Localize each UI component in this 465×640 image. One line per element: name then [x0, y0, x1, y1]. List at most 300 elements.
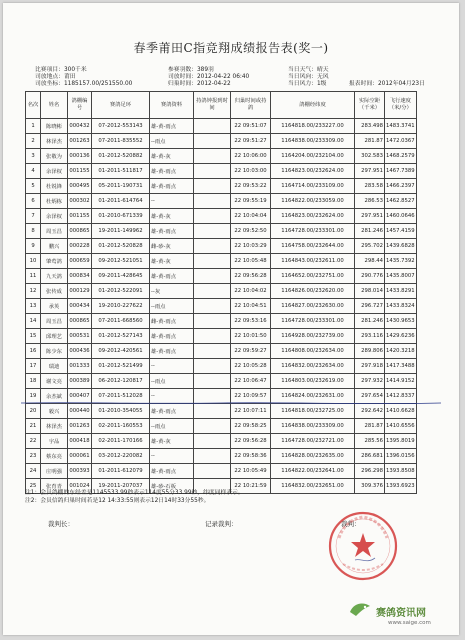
table-cell: 297.951: [355, 209, 385, 224]
table-cell: [194, 374, 231, 389]
table-cell: 1435.8007: [385, 269, 417, 284]
table-cell: 雄-黄-雨点: [150, 464, 194, 479]
table-cell: 001263: [68, 134, 92, 149]
table-cell: 5: [26, 179, 41, 194]
table-cell: 1164803.00/232619.00: [271, 374, 355, 389]
meta-weather: 当日天气：晴天: [288, 67, 329, 73]
table-cell: 000834: [68, 269, 92, 284]
table-cell: 000389: [68, 374, 92, 389]
table-cell: 雄-黄-雨点: [150, 344, 194, 359]
table-cell: --雨点: [150, 419, 194, 434]
table-cell: 302.583: [355, 149, 385, 164]
table-cell: --: [150, 359, 194, 374]
meta-wind: 当日风向：无风: [288, 74, 329, 80]
table-cell: 297.951: [355, 164, 385, 179]
table-cell: 1430.9653: [385, 314, 417, 329]
table-cell: [194, 299, 231, 314]
table-cell: 1435.7392: [385, 254, 417, 269]
table-cell: 1164827.00/232630.00: [271, 299, 355, 314]
table-cell: 张传成: [41, 284, 68, 299]
table-cell: 01-2010-354055: [92, 404, 150, 419]
table-cell: 17: [26, 359, 41, 374]
table-row: [26, 179, 417, 194]
table-row: [26, 269, 417, 284]
table-cell: [194, 119, 231, 134]
table-cell: 19-2011-149962: [92, 224, 150, 239]
table-cell: 1164832.00/232634.00: [271, 359, 355, 374]
table-cell: 03-2012-220082: [92, 449, 150, 464]
table-cell: 肇莺鸽: [41, 254, 68, 269]
meta-wind-force: 当日风力：1级: [288, 81, 327, 87]
table-cell: 01-2011-612079: [92, 464, 150, 479]
col-header: 赛鸽足环: [92, 92, 150, 119]
table-cell: 杜炳栋: [41, 194, 68, 209]
table-cell: 001024: [68, 479, 92, 494]
table-cell: 07-2011-668560: [92, 314, 150, 329]
table-cell: 1164826.00/232620.00: [271, 284, 355, 299]
table-row: [26, 329, 417, 344]
table-cell: 05-2011-190731: [92, 179, 150, 194]
table-cell: 毅兴: [41, 404, 68, 419]
table-cell: 289.806: [355, 344, 385, 359]
table-cell: 22 10:04:51: [231, 299, 271, 314]
table-row: [26, 419, 417, 434]
table-cell: 谢文亮: [41, 374, 68, 389]
table-cell: 22 10:03:00: [231, 164, 271, 179]
table-cell: 2: [26, 134, 41, 149]
table-cell: 22 09:52:50: [231, 224, 271, 239]
table-cell: 1164818.00/233227.00: [271, 119, 355, 134]
table-cell: [194, 464, 231, 479]
table-cell: 4: [26, 164, 41, 179]
table-cell: 1164728.00/233301.00: [271, 314, 355, 329]
meta-entries: 参赛羽数：389羽: [168, 67, 214, 73]
table-cell: 281.87: [355, 419, 385, 434]
table-cell: 1417.3488: [385, 359, 417, 374]
table-cell: 雄-黄-雨点: [150, 224, 194, 239]
table-cell: 1164822.00/233059.00: [271, 194, 355, 209]
table-cell: [194, 434, 231, 449]
table-cell: 1467.7389: [385, 164, 417, 179]
table-row: [26, 194, 417, 209]
col-header: 赛鸽资料: [150, 92, 194, 119]
table-cell: 1396.0156: [385, 449, 417, 464]
table-cell: 283.58: [355, 179, 385, 194]
table-cell: [194, 194, 231, 209]
table-cell: --灰: [150, 284, 194, 299]
table-cell: 1483.3741: [385, 119, 417, 134]
table-cell: 292.642: [355, 404, 385, 419]
table-cell: 1164728.00/233301.00: [271, 224, 355, 239]
col-header: 名次: [26, 92, 41, 119]
handwritten-pen-line: [21, 401, 441, 406]
table-cell: 000865: [68, 224, 92, 239]
table-cell: 293.116: [355, 329, 385, 344]
table-cell: 000434: [68, 299, 92, 314]
table-cell: 309.376: [355, 479, 385, 494]
site-watermark: [348, 600, 460, 634]
table-cell: [194, 164, 231, 179]
col-header: 归巢时间或持鸽: [231, 92, 271, 119]
table-cell: 1164728.00/232721.00: [271, 434, 355, 449]
table-cell: --雨点: [150, 299, 194, 314]
table-cell: 001333: [68, 359, 92, 374]
table-cell: 雄-黄-雨点: [150, 404, 194, 419]
table-cell: 22 10:07:11: [231, 404, 271, 419]
notes-block: [25, 489, 244, 505]
table-cell: [194, 314, 231, 329]
table-cell: 1164832.00/232651.00: [271, 479, 355, 494]
sign-recorder: 记录裁判：: [205, 520, 238, 528]
table-cell: 1164758.00/232644.00: [271, 239, 355, 254]
table-cell: 000418: [68, 434, 92, 449]
table-cell: 陈晓彬: [41, 119, 68, 134]
table-cell: 杜锐锋: [41, 179, 68, 194]
table-cell: 02-2011-160553: [92, 419, 150, 434]
table-cell: 1393.6923: [385, 479, 417, 494]
table-cell: 22 10:05:49: [231, 464, 271, 479]
table-cell: 281.246: [355, 224, 385, 239]
table-cell: 1164824.00/232631.00: [271, 389, 355, 404]
table-cell: 余杰斌: [41, 389, 68, 404]
table-cell: --: [150, 389, 194, 404]
table-cell: 001155: [68, 209, 92, 224]
table-row: [26, 284, 417, 299]
table-cell: 290.776: [355, 269, 385, 284]
table-cell: 雄-砂-石板: [150, 479, 194, 494]
table-cell: 22 10:05:28: [231, 359, 271, 374]
table-cell: 雄-黄-灰: [150, 209, 194, 224]
table-cell: 雌-黄-雨点: [150, 314, 194, 329]
table-cell: 18: [26, 374, 41, 389]
table-cell: 1164828.00/232635.00: [271, 449, 355, 464]
table-cell: 297.654: [355, 389, 385, 404]
table-cell: 22 09:56:28: [231, 269, 271, 284]
table-cell: 6: [26, 194, 41, 209]
table-cell: 3: [26, 149, 41, 164]
table-row: [26, 464, 417, 479]
table-cell: 281.246: [355, 314, 385, 329]
table-cell: 24: [26, 464, 41, 479]
table-cell: 雄-黄-雨点: [150, 329, 194, 344]
table-cell: 1164818.00/232725.00: [271, 404, 355, 419]
table-cell: 鹏兴: [41, 239, 68, 254]
table-cell: 雄-黄-灰: [150, 434, 194, 449]
table-cell: 000393: [68, 464, 92, 479]
table-cell: 余泽权: [41, 209, 68, 224]
table-cell: [194, 329, 231, 344]
table-cell: [194, 269, 231, 284]
table-row: [26, 149, 417, 164]
table-cell: 07-2012-553143: [92, 119, 150, 134]
table-row: [26, 224, 417, 239]
table-row: [26, 449, 417, 464]
table-cell: 000495: [68, 179, 92, 194]
col-header: 飞行速度（米/分）: [385, 92, 417, 119]
table-cell: 11: [26, 269, 41, 284]
meta-coords: 司放坐标：1185157.00/251550.00: [35, 81, 133, 87]
table-cell: [194, 254, 231, 269]
table-cell: 雌-砂-灰: [150, 239, 194, 254]
table-cell: 09-2012-521051: [92, 254, 150, 269]
col-header: 姓名: [41, 92, 68, 119]
table-cell: 000302: [68, 194, 92, 209]
table-cell: 承英: [41, 299, 68, 314]
table-row: [26, 164, 417, 179]
table-cell: 22 10:21:59: [231, 479, 271, 494]
table-cell: 01-2011-511817: [92, 164, 150, 179]
table-cell: 雄-黄-雨点: [150, 119, 194, 134]
table-cell: 1462.8527: [385, 194, 417, 209]
table-cell: 1164823.00/232624.00: [271, 209, 355, 224]
col-header: 实际空距（千米）: [355, 92, 385, 119]
table-cell: 22 09:53:22: [231, 179, 271, 194]
table-cell: [194, 224, 231, 239]
results-body: [26, 119, 417, 494]
table-cell: 张育青: [41, 479, 68, 494]
meta-release-time: 司放时间：2012-04-22 06:40: [168, 74, 250, 80]
table-cell: 20: [26, 404, 41, 419]
table-cell: 01-2012-527143: [92, 329, 150, 344]
note-2: 注2：会员信鸽归巢时间若是12 14:33:55则表示12日14时33分55秒。: [25, 498, 210, 504]
table-cell: 9: [26, 239, 41, 254]
table-cell: 1412.8337: [385, 389, 417, 404]
table-cell: 000407: [68, 389, 92, 404]
table-cell: 22 09:55:19: [231, 194, 271, 209]
table-cell: 1410.6556: [385, 419, 417, 434]
table-cell: 1164204.00/232104.00: [271, 149, 355, 164]
table-cell: 8: [26, 224, 41, 239]
table-cell: 000865: [68, 314, 92, 329]
table-cell: 林泽杰: [41, 419, 68, 434]
table-cell: 22 09:53:16: [231, 314, 271, 329]
table-cell: 22 09:59:27: [231, 344, 271, 359]
table-cell: [194, 149, 231, 164]
table-row: [26, 209, 417, 224]
table-cell: 22 10:03:29: [231, 239, 271, 254]
table-cell: 1439.6828: [385, 239, 417, 254]
table-cell: 000136: [68, 149, 92, 164]
table-cell: 001155: [68, 164, 92, 179]
table-cell: 19-2010-227622: [92, 299, 150, 314]
table-cell: 283.498: [355, 119, 385, 134]
table-row: [26, 239, 417, 254]
table-cell: [194, 209, 231, 224]
table-row: [26, 434, 417, 449]
table-cell: 1466.2397: [385, 179, 417, 194]
table-cell: 22 09:58:36: [231, 449, 271, 464]
table-cell: [194, 359, 231, 374]
watermark-logo-icon: [348, 600, 372, 618]
table-cell: 295.702: [355, 239, 385, 254]
table-cell: [194, 134, 231, 149]
report-sheet: [3, 3, 459, 635]
col-header: 鸽棚经纬度: [271, 92, 355, 119]
table-cell: 22 10:01:50: [231, 329, 271, 344]
table-cell: [194, 419, 231, 434]
table-cell: 雄-黄-雨点: [150, 164, 194, 179]
table-cell: 001263: [68, 419, 92, 434]
table-cell: 庄明强: [41, 464, 68, 479]
table-cell: 1164928.00/232739.00: [271, 329, 355, 344]
table-cell: 000432: [68, 119, 92, 134]
watermark-brand: 赛鸽资讯网: [376, 608, 426, 619]
table-cell: 10: [26, 254, 41, 269]
table-cell: 九天鸽: [41, 269, 68, 284]
official-seal-stamp: [325, 508, 401, 584]
table-cell: 22 09:51:07: [231, 119, 271, 134]
table-cell: 01-2012-520828: [92, 239, 150, 254]
col-header: 鸽棚编号: [68, 92, 92, 119]
table-cell: [194, 344, 231, 359]
table-cell: 000440: [68, 404, 92, 419]
sign-referee: 裁判：: [341, 520, 361, 528]
table-cell: 邱理艺: [41, 329, 68, 344]
table-cell: 09-2011-428645: [92, 269, 150, 284]
table-cell: 286.53: [355, 194, 385, 209]
table-cell: 周玉昌: [41, 224, 68, 239]
table-cell: 06-2012-120817: [92, 374, 150, 389]
table-cell: 1164843.00/232611.00: [271, 254, 355, 269]
table-cell: 瑞迪: [41, 359, 68, 374]
table-row: [26, 344, 417, 359]
table-cell: 22 10:05:48: [231, 254, 271, 269]
table-cell: 25: [26, 479, 41, 494]
table-cell: 1433.8291: [385, 284, 417, 299]
table-cell: 21: [26, 419, 41, 434]
table-cell: 22 09:56:28: [231, 434, 271, 449]
table-cell: 298.44: [355, 254, 385, 269]
table-cell: 1164652.00/232751.00: [271, 269, 355, 284]
table-cell: 1410.6628: [385, 404, 417, 419]
table-cell: 22 10:04:02: [231, 284, 271, 299]
table-cell: 1164808.00/232634.00: [271, 344, 355, 359]
table-cell: 22 10:06:47: [231, 374, 271, 389]
table-cell: 林泽杰: [41, 134, 68, 149]
meta-return-date: 归巢时间：2012-04-22: [168, 81, 231, 87]
table-cell: 22 10:04:04: [231, 209, 271, 224]
table-cell: 285.56: [355, 434, 385, 449]
table-cell: 19-2011-207037: [92, 479, 150, 494]
table-cell: 297.918: [355, 359, 385, 374]
table-header-row: [26, 92, 417, 119]
table-cell: --: [150, 449, 194, 464]
table-cell: 1429.6236: [385, 329, 417, 344]
table-cell: 1164838.00/233309.00: [271, 419, 355, 434]
table-cell: 雄-黄-灰: [150, 254, 194, 269]
table-cell: 296.298: [355, 464, 385, 479]
table-row: [26, 299, 417, 314]
table-cell: 1: [26, 119, 41, 134]
table-cell: 张敬为: [41, 149, 68, 164]
table-cell: --雨点: [150, 374, 194, 389]
table-row: [26, 359, 417, 374]
table-cell: 12: [26, 284, 41, 299]
table-row: [26, 134, 417, 149]
table-cell: 01-2012-522091: [92, 284, 150, 299]
table-cell: 1460.0646: [385, 209, 417, 224]
table-cell: 蔡东亮: [41, 449, 68, 464]
table-cell: 15: [26, 329, 41, 344]
table-cell: [194, 449, 231, 464]
table-cell: 22 09:58:25: [231, 419, 271, 434]
meta-location: 司放地点：莆田: [35, 74, 76, 80]
table-cell: 1393.8508: [385, 464, 417, 479]
table-cell: 000659: [68, 254, 92, 269]
table-cell: 01-2012-521499: [92, 359, 150, 374]
table-cell: [194, 284, 231, 299]
table-cell: 23: [26, 449, 41, 464]
table-cell: 7: [26, 209, 41, 224]
table-cell: 09-2012-420561: [92, 344, 150, 359]
table-cell: 298.014: [355, 284, 385, 299]
table-cell: 281.87: [355, 134, 385, 149]
table-cell: 周玉昌: [41, 314, 68, 329]
table-cell: 22 10:06:00: [231, 149, 271, 164]
table-cell: 000531: [68, 329, 92, 344]
table-cell: 286.681: [355, 449, 385, 464]
table-cell: 297.932: [355, 374, 385, 389]
table-cell: 07-2011-835552: [92, 134, 150, 149]
table-cell: 1457.4159: [385, 224, 417, 239]
table-cell: 1433.8324: [385, 299, 417, 314]
table-cell: [194, 239, 231, 254]
table-cell: 000228: [68, 239, 92, 254]
table-cell: 19: [26, 389, 41, 404]
table-cell: 雄-黄-雨点: [150, 269, 194, 284]
table-cell: --: [150, 194, 194, 209]
table-cell: 余泽权: [41, 164, 68, 179]
table-cell: 22 09:51:27: [231, 134, 271, 149]
table-cell: 22 10:09:57: [231, 389, 271, 404]
table-cell: 1164838.00/233309.00: [271, 134, 355, 149]
table-cell: 02-2011-170166: [92, 434, 150, 449]
table-row: [26, 119, 417, 134]
table-row: [26, 254, 417, 269]
table-cell: 01-2010-671339: [92, 209, 150, 224]
table-cell: 1164822.00/232641.00: [271, 464, 355, 479]
table-cell: 01-2011-614764: [92, 194, 150, 209]
table-cell: [194, 179, 231, 194]
table-cell: 1164823.00/232624.00: [271, 164, 355, 179]
table-cell: 陈少东: [41, 344, 68, 359]
meta-distance: 比赛项目：300千米: [35, 67, 87, 73]
note-1: 注1：会员鸽棚的东经差是1145533.99秒表示114度55分33.99秒，纬度同样表示。: [25, 490, 244, 496]
table-row: [26, 374, 417, 389]
sign-chief-referee: 裁判长：: [48, 520, 74, 528]
table-cell: 000061: [68, 449, 92, 464]
table-cell: 1395.8019: [385, 434, 417, 449]
table-cell: 01-2012-520882: [92, 149, 150, 164]
watermark-url: www.saige.com: [388, 620, 431, 626]
table-cell: 000436: [68, 344, 92, 359]
table-cell: 14: [26, 314, 41, 329]
table-cell: 1164714.00/233109.00: [271, 179, 355, 194]
col-header: 持鸽钟报到时间: [194, 92, 231, 119]
table-cell: 13: [26, 299, 41, 314]
table-cell: --雨点: [150, 134, 194, 149]
table-cell: 1420.3218: [385, 344, 417, 359]
meta-report-date: 报表时间：2012年04月23日: [349, 81, 425, 87]
table-cell: 16: [26, 344, 41, 359]
table-row: [26, 314, 417, 329]
results-table: [25, 91, 417, 494]
report-title: 春季莆田C指竞翔成绩报告表(奖一): [133, 41, 329, 55]
table-cell: 296.727: [355, 299, 385, 314]
table-cell: 22: [26, 434, 41, 449]
table-cell: 1414.9152: [385, 374, 417, 389]
table-cell: 1468.2579: [385, 149, 417, 164]
